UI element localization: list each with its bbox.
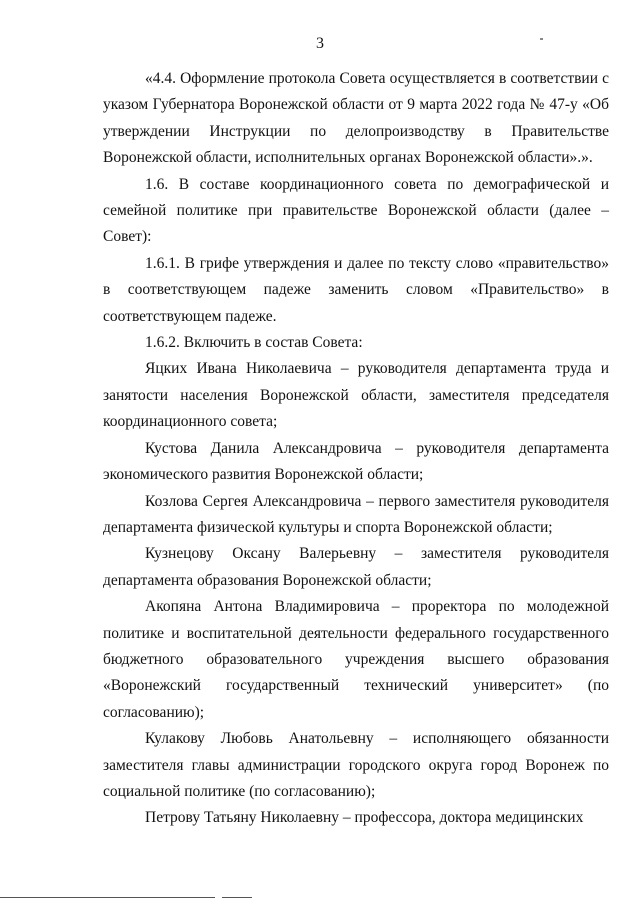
member-entry: Козлова Сергея Александровича – первого заместителя руководителя департамента физической культуры и спорта Воронежской области; (103, 492, 609, 536)
member-entry: Акопяна Антона Владимировича – проректора по молодежной политике и воспитательной деятельности федерального государственного бюджетного образовательного учреждения высшего образования «Воронежский государственный технический университет» (по согласованию); (103, 598, 609, 721)
paragraph-council-composition: 1.6. В составе координационного совета по демографической и семейной политике при правительстве Воронежской области (далее – Совет): (103, 175, 609, 246)
paragraph-include-members: 1.6.2. Включить в состав Совета: (145, 334, 363, 352)
page-number: 3 (316, 35, 324, 52)
document-body (103, 66, 609, 832)
bottom-edge-line (222, 897, 252, 898)
member-entry: Яцких Ивана Николаевича – руководителя департамента труда и занятости населения Воронежской области, заместителя председателя координационного совета; (103, 360, 609, 431)
member-entry: Кулакову Любовь Анатольевну – исполняющего обязанности заместителя главы администрации городского округа город Воронеж по социальной политике (по согласованию); (103, 730, 609, 800)
bottom-edge-line (0, 897, 215, 898)
member-entry: Кустова Данила Александровича – руководителя департамента экономического развития Воронежской области; (103, 439, 609, 484)
paragraph-stamp-replacement: 1.6.1. В грифе утверждения и далее по тексту слово «правительство» в соответствующем падеже заменить словом «Правительство» в соответствующем падеже. (103, 254, 609, 325)
paragraph-protocol-clause: «4.4. Оформление протокола Совета осуществляется в соответствии с указом Губернатора Воронежской области от 9 марта 2022 года № 47-у «Об утверждении Инструкции по делопроизводству в Правительстве Воронежской области, исполнительных органах Воронежской области».». (103, 70, 609, 167)
scan-artifact (540, 38, 543, 40)
member-entry: Петрову Татьяну Николаевну – профессора, доктора медицинских (145, 809, 584, 827)
member-entry: Кузнецову Оксану Валерьевну – заместителя руководителя департамента образования Воронежской области; (103, 545, 609, 589)
